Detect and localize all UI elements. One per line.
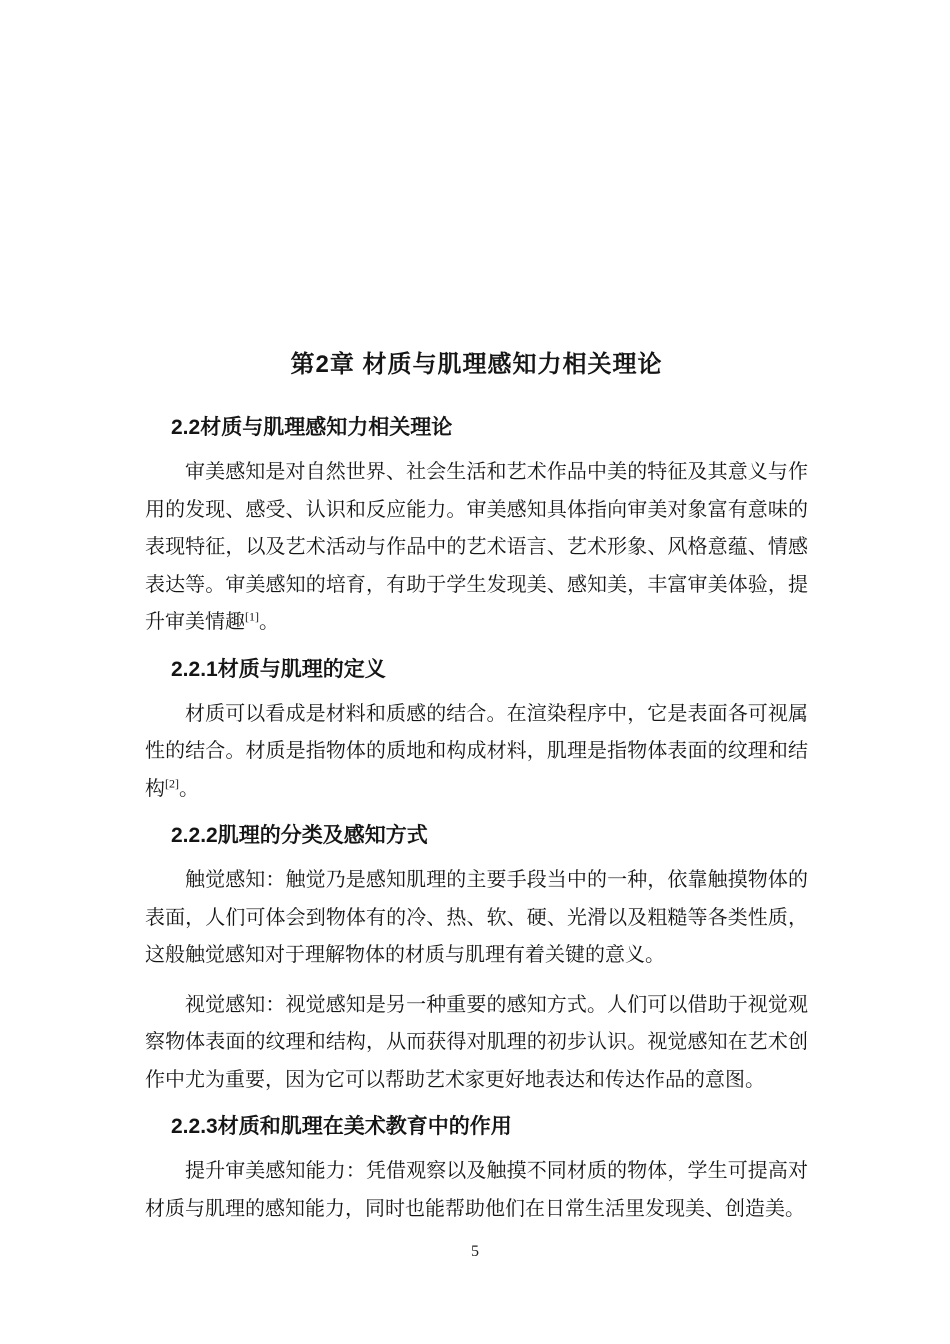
subsection-heading-2-2-1: 2.2.1材质与肌理的定义 [171,657,386,681]
paragraph-text: 审美感知是对自然世界、社会生活和艺术作品中美的特征及其意义与作用的发现、感受、认识和反应能力。审美感知具体指向审美对象富有意味的表现特征，以及艺术活动与作品中的艺术语言、艺术形象、风格意蕴、情感表达等。审美感知的培育，有助于学生发现美、感知美，丰富审美体验，提升审美情趣 [145,461,808,633]
chapter-title: 第2章 材质与肌理感知力相关理论 [290,351,663,378]
paragraph-art-education-role: 提升审美感知能力：凭借观察以及触摸不同材质的物体，学生可提高对材质与肌理的感知能力，同时也能帮助他们在日常生活里发现美、创造美。 [145,1160,808,1220]
footnote-ref-1: [1] [245,609,259,624]
page-content [145,350,808,1240]
paragraph-aesthetic-perception [145,454,808,642]
paragraph-visual-perception: 视觉感知：视觉感知是另一种重要的感知方式。人们可以借助于视觉观察物体表面的纹理和结构，从而获得对肌理的初步认识。视觉感知在艺术创作中尤为重要，因为它可以帮助艺术家更好地表达和传达作品的意图。 [145,993,808,1091]
section-heading-2-2: 2.2材质与肌理感知力相关理论 [171,416,453,439]
page-number: 5 [471,1243,479,1260]
subsection-heading-2-2-2: 2.2.2肌理的分类及感知方式 [171,824,428,847]
footnote-ref-2: [2] [165,775,179,790]
subsection-heading-2-2-3: 2.2.3材质和肌理在美术教育中的作用 [171,1115,512,1138]
paragraph-tail: 。 [259,611,279,633]
paragraph-material-definition [145,696,808,809]
paragraph-tactile-perception: 触觉感知：触觉乃是感知肌理的主要手段当中的一种，依靠触摸物体的表面，人们可体会到物体有的冷、热、软、硬、光滑以及粗糙等各类性质，这般触觉感知对于理解物体的材质与肌理有着关键的意义。 [145,869,808,966]
paragraph-tail: 。 [179,777,199,800]
paragraph-text: 材质可以看成是材料和质感的结合。在渲染程序中，它是表面各可视属性的结合。材质是指物体的质地和构成材料，肌理是指物体表面的纹理和结构 [145,702,808,800]
